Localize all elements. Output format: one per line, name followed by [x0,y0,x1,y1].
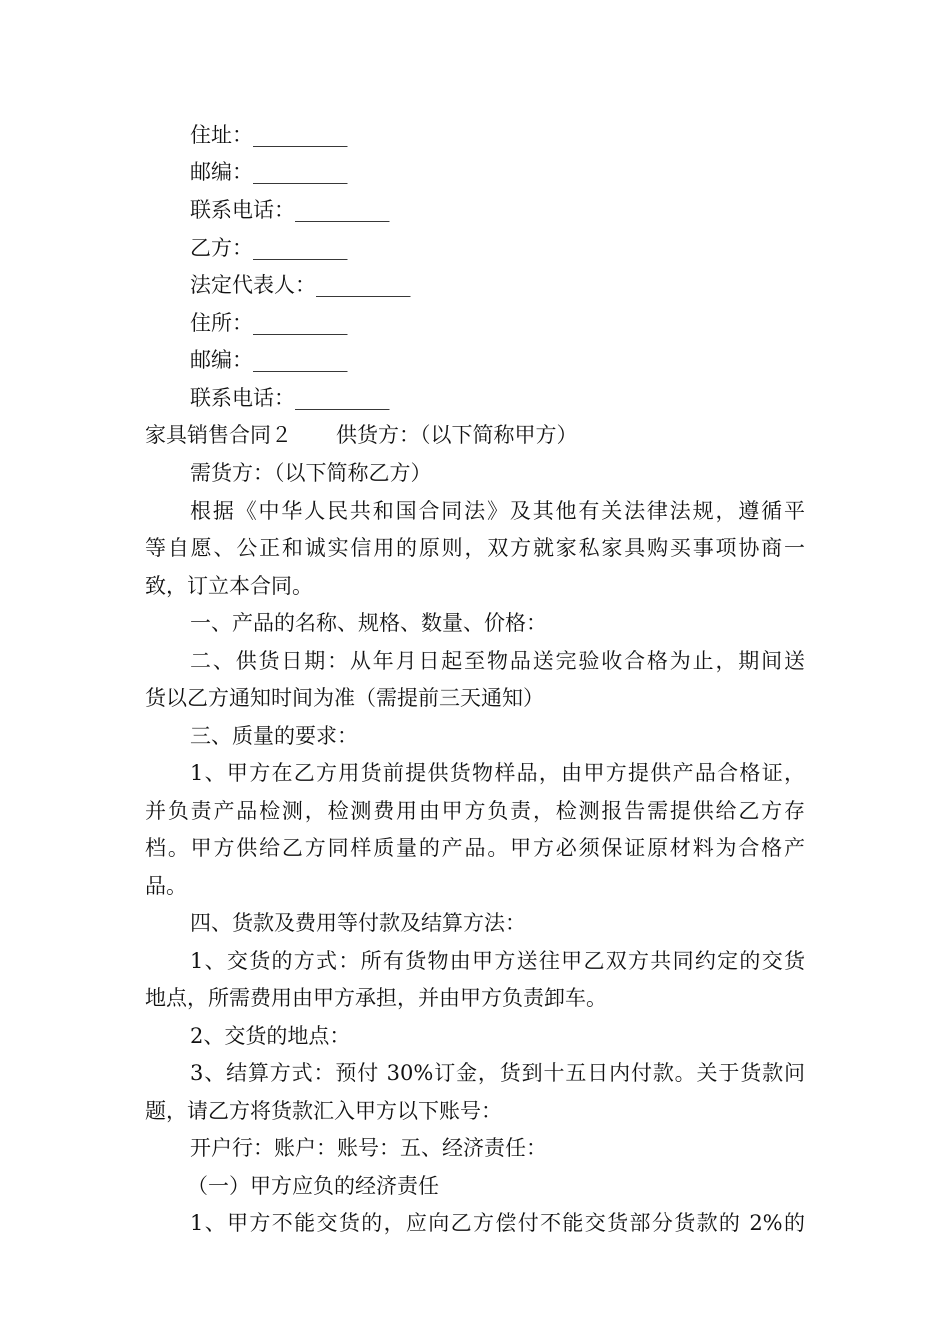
text-line: 住所：_________ [190,311,348,335]
paragraph-line: 等自愿、公正和诚实信用的原则，双方就家私家具购买事项协商一 [145,536,805,560]
section-heading: 一、产品的名称、规格、数量、价格： [190,611,547,635]
text-line: 开户行：账户：账号：五、经济责任： [190,1136,547,1160]
contract-title-line [145,420,578,450]
text-line: 邮编：_________ [190,160,348,184]
paragraph-line: 3、结算方式：预付 30%订金，货到十五日内付款。关于货款问 [190,1061,805,1085]
paragraph-line: 档。甲方供给乙方同样质量的产品。甲方必须保证原材料为合格产 [145,836,805,860]
supplier-label: 供货方：（以下简称甲方） [336,423,578,447]
text-line: 住址：_________ [190,123,348,147]
paragraph-line: 货以乙方通知时间为准（需提前三天通知） [145,686,544,710]
subsection-heading: （一）甲方应负的经济责任 [187,1174,439,1198]
section-heading: 四、货款及费用等付款及结算方法： [190,911,526,935]
paragraph-line: 1、甲方不能交货的，应向乙方偿付不能交货部分货款的 2%的 [190,1211,805,1235]
paragraph-line: 二、供货日期：从年月日起至物品送完验收合格为止，期间送 [190,649,805,673]
paragraph-line: 1、交货的方式：所有货物由甲方送往甲乙双方共同约定的交货 [190,949,805,973]
paragraph-line: 根据《中华人民共和国合同法》及其他有关法律法规，遵循平 [190,499,805,523]
paragraph-line: 题，请乙方将货款汇入甲方以下账号： [145,1099,502,1123]
text-line: 2、交货的地点： [190,1024,351,1048]
text-line: 乙方：_________ [190,236,348,260]
text-line: 邮编：_________ [190,348,348,372]
paragraph-line: 1、甲方在乙方用货前提供货物样品，由甲方提供产品合格证， [190,761,805,785]
paragraph-line: 品。 [145,874,187,898]
text-line: 联系电话：_________ [190,386,390,410]
contract-title: 家具销售合同２ [145,423,292,447]
text-line: 需货方：（以下简称乙方） [190,461,432,485]
text-line: 联系电话：_________ [190,198,390,222]
paragraph-line: 致，订立本合同。 [145,574,313,598]
text-line: 法定代表人：_________ [190,273,411,297]
section-heading: 三、质量的要求： [190,724,358,748]
paragraph-line: 并负责产品检测，检测费用由甲方负责，检测报告需提供给乙方存 [145,799,805,823]
paragraph-line: 地点，所需费用由甲方承担，并由甲方负责卸车。 [145,986,607,1010]
